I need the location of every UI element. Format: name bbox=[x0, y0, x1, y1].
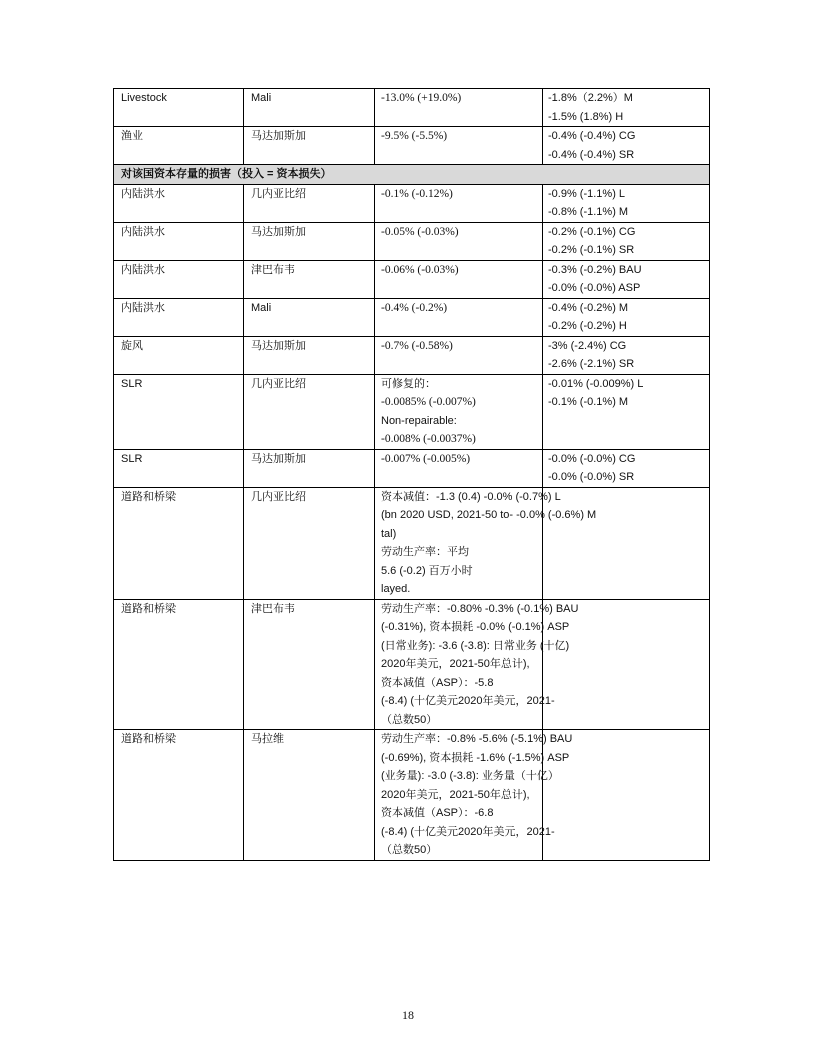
table-row bbox=[114, 374, 710, 449]
sector-cell: 道路和桥梁 bbox=[114, 730, 244, 861]
cell-line: (bn 2020 USD, 2021-50 to- -0.0% (-0.6%) M bbox=[381, 509, 597, 521]
national-impact-cell bbox=[375, 599, 579, 730]
cell-line: -0.2% (-0.1%) CG bbox=[548, 225, 636, 238]
country-cell: 马达加斯加 bbox=[244, 127, 375, 165]
country-cell: 马达加斯加 bbox=[244, 336, 375, 374]
sector-cell: 道路和桥梁 bbox=[114, 599, 244, 730]
sector-cell: SLR bbox=[114, 374, 244, 449]
cell-line: -1.8%（2.2%）M bbox=[548, 92, 633, 104]
cell-line: 资本减值：-1.3 (0.4) -0.0% (-0.7%) L bbox=[381, 490, 561, 503]
country-cell: 马拉维 bbox=[244, 730, 375, 861]
country-cell: Mali bbox=[244, 298, 375, 336]
sector-cell: SLR bbox=[114, 449, 244, 487]
table-row bbox=[114, 336, 710, 374]
scenario-impact-cell bbox=[543, 336, 710, 374]
national-impact-cell bbox=[375, 260, 543, 298]
cell-line: 可修复的： bbox=[381, 377, 436, 390]
national-impact-cell bbox=[375, 184, 543, 222]
country-cell: 马达加斯加 bbox=[244, 449, 375, 487]
table-row bbox=[114, 222, 710, 260]
cell-line: 资本减值（ASP）：-6.8 bbox=[381, 807, 494, 819]
sector-cell: Livestock bbox=[114, 89, 244, 127]
cell-line: 5.6 (-0.2) 百万小时 bbox=[381, 564, 473, 577]
cell-line: (业务量): -3.0 (-3.8): 业务量（十亿） bbox=[381, 770, 559, 782]
scenario-impact-cell bbox=[543, 127, 710, 165]
cell-line: -0.0085% (-0.007%) bbox=[381, 396, 476, 408]
national-impact-cell bbox=[375, 374, 543, 449]
cell-line: -0.9% (-1.1%) L bbox=[548, 187, 626, 200]
section-header: 对该国资本存量的损害（投入 = 资本损失） bbox=[114, 165, 710, 185]
cell-line: (-0.31%), 资本损耗 -0.0% (-0.1%) ASP bbox=[381, 621, 570, 633]
table-row bbox=[114, 298, 710, 336]
cell-line: （总数50） bbox=[381, 713, 438, 726]
cell-line: (-8.4) (十亿美元2020年美元，2021- bbox=[381, 825, 555, 838]
cell-line: -2.6% (-2.1%) SR bbox=[548, 358, 635, 370]
sector-cell: 渔业 bbox=[114, 127, 244, 165]
cell-line: 资本减值（ASP）：-5.8 bbox=[381, 676, 494, 689]
page-number: 18 bbox=[402, 1008, 414, 1022]
table-row bbox=[114, 127, 710, 165]
national-impact-cell bbox=[375, 730, 573, 861]
table-row bbox=[114, 730, 710, 861]
cell-line: -3% (-2.4%) CG bbox=[548, 339, 627, 352]
cell-line: -13.0% (+19.0%) bbox=[381, 92, 462, 104]
sector-cell: 内陆洪水 bbox=[114, 222, 244, 260]
cell-line: 2020年美元，2021-50年总计), bbox=[381, 788, 530, 801]
sector-cell: 内陆洪水 bbox=[114, 184, 244, 222]
national-impact-cell bbox=[375, 449, 543, 487]
scenario-impact-cell bbox=[543, 89, 710, 127]
country-cell: 几内亚比绍 bbox=[244, 184, 375, 222]
cell-line: -0.1% (-0.12%) bbox=[381, 187, 453, 200]
table-row bbox=[114, 184, 710, 222]
cell-line: -0.3% (-0.2%) BAU bbox=[548, 263, 642, 276]
cell-line: -0.06% (-0.03%) bbox=[381, 263, 459, 276]
cell-line: -0.4% (-0.4%) CG bbox=[548, 130, 636, 142]
cell-line: (-0.69%), 资本损耗 -1.6% (-1.5%) ASP bbox=[381, 751, 570, 764]
scenario-impact-cell bbox=[543, 298, 710, 336]
cell-line: -0.8% (-1.1%) M bbox=[548, 206, 629, 218]
scenario-impact-cell bbox=[543, 222, 710, 260]
national-impact-cell bbox=[375, 336, 543, 374]
national-impact-cell bbox=[375, 487, 597, 599]
cell-line: -0.7% (-0.58%) bbox=[381, 339, 453, 352]
cell-line: Non-repairable: bbox=[381, 414, 457, 427]
cell-line: -0.008% (-0.0037%) bbox=[381, 433, 476, 445]
cell-line: -0.4% (-0.2%) M bbox=[548, 301, 629, 314]
scenario-impact-cell bbox=[543, 449, 710, 487]
cell-line: (日常业务): -3.6 (-3.8): 日常业务 (十亿) bbox=[381, 639, 570, 652]
table-row bbox=[114, 449, 710, 487]
country-cell: 津巴布韦 bbox=[244, 599, 375, 730]
scenario-impact-cell bbox=[543, 374, 710, 449]
cell-line: (-8.4) (十亿美元2020年美元，2021- bbox=[381, 695, 555, 707]
cell-line: （总数50） bbox=[381, 844, 438, 856]
cell-line: 劳动生产率：-0.80% -0.3% (-0.1%) BAU bbox=[381, 602, 579, 615]
table-row bbox=[114, 89, 710, 127]
cell-line: -0.4% (-0.2%) bbox=[381, 301, 448, 314]
scenario-impact-cell bbox=[543, 184, 710, 222]
cell-line: 劳动生产率：-0.8% -5.6% (-5.1%) BAU bbox=[381, 733, 573, 745]
scenario-impact-cell bbox=[543, 260, 710, 298]
cell-line: tal) bbox=[381, 527, 397, 540]
section-header-row bbox=[114, 165, 710, 185]
cell-line: -0.01% (-0.009%) L bbox=[548, 377, 644, 390]
cell-line: -9.5% (-5.5%) bbox=[381, 130, 448, 142]
national-impact-cell bbox=[375, 127, 543, 165]
cell-line: 2020年美元，2021-50年总计), bbox=[381, 658, 530, 670]
national-impact-cell bbox=[375, 222, 543, 260]
cell-line: -0.4% (-0.4%) SR bbox=[548, 148, 635, 161]
country-cell: 几内亚比绍 bbox=[244, 487, 375, 599]
national-impact-cell bbox=[375, 89, 543, 127]
scenario-impact-cell bbox=[543, 730, 710, 861]
cell-line: -0.2% (-0.2%) H bbox=[548, 320, 627, 332]
table-row bbox=[114, 260, 710, 298]
impact-table bbox=[113, 88, 710, 861]
country-cell: 马达加斯加 bbox=[244, 222, 375, 260]
country-cell: Mali bbox=[244, 89, 375, 127]
cell-line: -1.5% (1.8%) H bbox=[548, 110, 624, 123]
cell-line: -0.2% (-0.1%) SR bbox=[548, 244, 635, 256]
sector-cell: 道路和桥梁 bbox=[114, 487, 244, 599]
sector-cell: 内陆洪水 bbox=[114, 298, 244, 336]
cell-line: -0.05% (-0.03%) bbox=[381, 225, 459, 238]
cell-line: -0.007% (-0.005%) bbox=[381, 452, 471, 465]
country-cell: 几内亚比绍 bbox=[244, 374, 375, 449]
cell-line: -0.0% (-0.0%) ASP bbox=[548, 282, 641, 294]
national-impact-cell bbox=[375, 298, 543, 336]
sector-cell: 旋风 bbox=[114, 336, 244, 374]
cell-line: layed. bbox=[381, 583, 411, 595]
country-cell: 津巴布韦 bbox=[244, 260, 375, 298]
scenario-impact-cell bbox=[543, 487, 710, 599]
scenario-impact-cell bbox=[543, 599, 710, 730]
table-row bbox=[114, 599, 710, 730]
sector-cell: 内陆洪水 bbox=[114, 260, 244, 298]
cell-line: -0.1% (-0.1%) M bbox=[548, 396, 629, 408]
cell-line: -0.0% (-0.0%) CG bbox=[548, 452, 636, 465]
table-row bbox=[114, 487, 710, 599]
cell-line: 劳动生产率：平均 bbox=[381, 546, 469, 558]
cell-line: -0.0% (-0.0%) SR bbox=[548, 471, 635, 483]
